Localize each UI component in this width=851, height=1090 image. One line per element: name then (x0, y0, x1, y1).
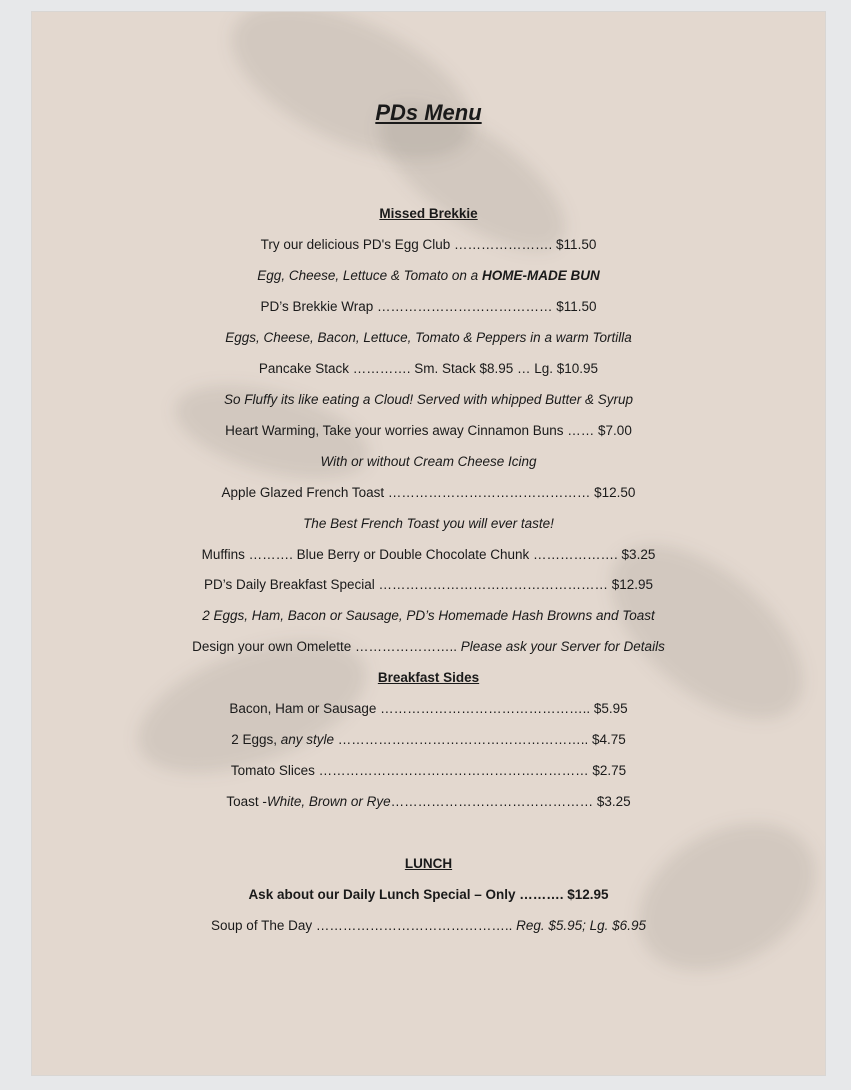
menu-item-brekkie-wrap (32, 298, 825, 316)
menu-item-pancake-description: So Fluffy its like eating a Cloud! Served with whipped Butter & Syrup (224, 392, 633, 407)
item-note: Please ask your Server for Details (460, 639, 665, 654)
menu-item-muffins: Muffins ………. Blue Berry or Double Chocolate Chunk ………………. $3.25 (201, 547, 656, 562)
item-price-text: ……………………………………… $3.25 (390, 794, 631, 809)
item-text: Design your own Omelette ………………….. (192, 639, 461, 654)
side-item-meat: Bacon, Ham or Sausage ……………………………………….. $5.95 (229, 701, 628, 716)
menu-item-lunch-special: Ask about our Daily Lunch Special – Only ………. $12.95 (248, 887, 609, 902)
menu-item-pancake-stack: Pancake Stack …………. Sm. Stack $8.95 … Lg. $10.95 (258, 361, 599, 376)
item-text: Soup of The Day …………………………………….. (211, 918, 517, 933)
side-item-tomato: Tomato Slices …………………………………………………… $2.75 (230, 763, 627, 778)
description-text: Egg, Cheese, Lettuce & Tomato on a (257, 268, 482, 283)
item-text: 2 Eggs, (231, 732, 281, 747)
page-title: PDs Menu (375, 100, 482, 125)
menu-item-cinnamon-description: With or without Cream Cheese Icing (320, 454, 537, 469)
menu-item-daily-special-description: 2 Eggs, Ham, Bacon or Sausage, PD’s Homemade Hash Browns and Toast (202, 608, 655, 623)
section-heading-lunch: LUNCH (404, 856, 453, 871)
item-text: Brekkie (292, 299, 338, 314)
menu-page (32, 12, 825, 1075)
side-item-eggs (32, 731, 825, 749)
section-heading-breakfast: Missed Brekkie (379, 206, 478, 221)
item-text: Toast - (226, 794, 267, 809)
menu-item-cinnamon-buns: Heart Warming, Take your worries away Cinnamon Buns …… $7.00 (225, 423, 632, 438)
menu-item-daily-breakfast-special: PD’s Daily Breakfast Special …………………………………………… $12.95 (203, 577, 654, 592)
section-heading-breakfast-sides: Breakfast Sides (377, 670, 480, 685)
side-item-toast (32, 793, 825, 811)
menu-item-egg-club-description (32, 267, 825, 285)
item-text: PD’s (260, 299, 293, 314)
item-note: any style (280, 732, 334, 747)
item-price-text: Reg. $5.95; Lg. $6.95 (516, 918, 646, 933)
menu-item-omelette (32, 638, 825, 656)
item-price-text: ……………………………………………….. $4.75 (334, 732, 626, 747)
menu-item-french-toast: Apple Glazed French Toast ……………………………………… $12.50 (221, 485, 636, 500)
item-price-text: Wrap ………………………………… $11.50 (337, 299, 597, 314)
menu-item-brekkie-wrap-description: Eggs, Cheese, Bacon, Lettuce, Tomato & Peppers in a warm Tortilla (225, 330, 632, 345)
menu-item-soup (32, 917, 825, 935)
menu-item-french-toast-description: The Best French Toast you will ever taste! (303, 516, 554, 531)
item-note: White, Brown or Rye (266, 794, 391, 809)
menu-item-egg-club: Try our delicious PD's Egg Club …………………. $11.50 (260, 237, 597, 252)
menu-content (32, 12, 825, 1075)
description-emphasis: HOME-MADE BUN (481, 268, 600, 283)
